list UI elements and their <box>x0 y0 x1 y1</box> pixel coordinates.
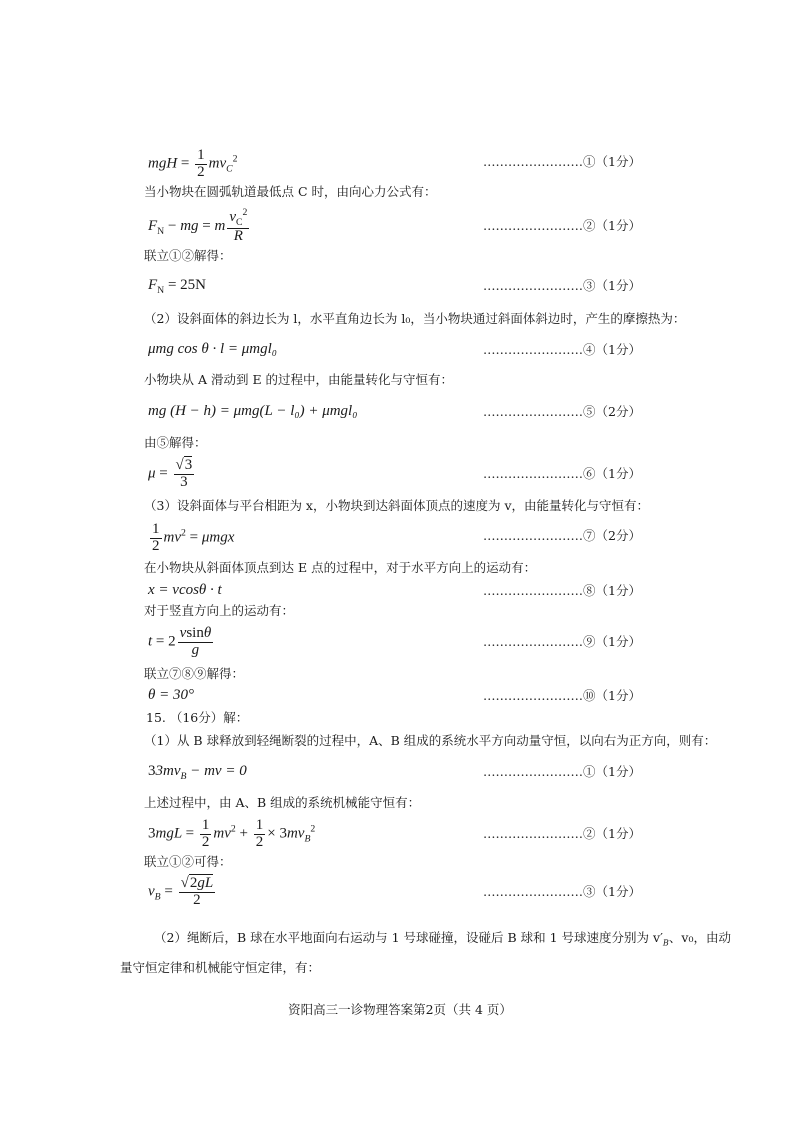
score-8: ……………………⑧（1分） <box>483 583 641 598</box>
score-4: ……………………④（1分） <box>483 342 641 357</box>
question-15-title: 15. （16分）解： <box>146 710 249 725</box>
q15-part2-line-2: 量守恒定律和机械能守恒定律，有： <box>120 960 321 975</box>
score-7: ……………………⑦（2分） <box>483 528 641 543</box>
score-6: ……………………⑥（1分） <box>483 466 641 481</box>
equation-vertical: t = 2 $\frac{vsin\theta}{g}$ <box>148 625 212 658</box>
score-3: ……………………③（1分） <box>483 278 641 293</box>
text-line-2: 当小物块在圆弧轨道最低点 C 时，由向心力公式有： <box>144 184 437 199</box>
score-9: ……………………⑨（1分） <box>483 634 641 649</box>
page-footer: 资阳高三一诊物理答案第2页（共 4 页） <box>288 1002 512 1017</box>
q15-part2-line-1: （2）绳断后，B 球在水平地面向右运动与 1 号球碰撞，设碰后 B 球和 1 号球速度分别为 $v'_B$、v₀，由动 <box>154 930 731 948</box>
equation-mu: μ = $\frac{√3}{3}$ <box>148 457 193 490</box>
q15-text-line-1: （1）从 B 球释放到轻绳断裂的过程中，A、B 组成的系统水平方向动量守恒，以向右为正方向，则有： <box>144 733 717 748</box>
q15-score-2: ……………………②（1分） <box>483 826 641 841</box>
equation-energy-ae: mg (H − h) = μmg(L − l₀) + μmgl₀ <box>148 403 358 419</box>
q15-equation-vb: $v_B$ = $\frac{√2gL}{2}$ <box>148 875 214 908</box>
score-1: ……………………①（1分） <box>483 154 641 169</box>
q15-text-line-2: 上述过程中，由 A、B 组成的系统机械能守恒有： <box>144 795 421 810</box>
text-line-4: （2）设斜面体的斜边长为 l，水平直角边长为 l₀，当小物块通过斜面体斜边时，产生的摩擦热为： <box>144 311 686 326</box>
equation-energy-x: $\frac{1}{2}$ $mv^2 = \mu mgx$ <box>152 521 235 554</box>
equation-theta: θ = 30° <box>148 687 194 703</box>
q15-text-line-3: 联立①②可得： <box>144 854 232 869</box>
equation-centripetal: $F_N$ − mg = m $\frac{v_C^2}{R}$ <box>148 207 248 245</box>
equation-horizontal: x = vcosθ · t <box>148 582 222 598</box>
q15-score-3: ……………………③（1分） <box>483 884 641 899</box>
equation-fn-result: $F_N = 25N$ <box>148 277 207 296</box>
score-2: ……………………②（1分） <box>483 218 641 233</box>
text-line-6: 由⑤解得： <box>144 435 207 450</box>
text-line-5: 小物块从 A 滑动到 E 的过程中，由能量转化与守恒有： <box>144 372 454 387</box>
text-line-3: 联立①②解得： <box>144 248 232 263</box>
equation-friction-heat: μmg cos θ · l = μmgl₀ <box>148 341 278 357</box>
text-line-10: 联立⑦⑧⑨解得： <box>144 666 245 681</box>
score-5: ……………………⑤（2分） <box>483 404 641 419</box>
text-line-9: 对于竖直方向上的运动有： <box>144 603 295 618</box>
q15-equation-energy: 3mgL = $\frac{1}{2}$ $mv^2$ + $\frac{1}{2}$ × $3mv_B^2$ <box>148 817 316 850</box>
score-10: ……………………⑩（1分） <box>483 688 641 703</box>
equation-energy-c: mgH = $\frac{1}{2}$ $mv_C^2$ <box>148 147 238 180</box>
text-line-8: 在小物块从斜面体顶点到达 E 点的过程中，对于水平方向上的运动有： <box>144 560 537 575</box>
text-line-7: （3）设斜面体与平台相距为 x，小物块到达斜面体顶点的速度为 v，由能量转化与守恒有： <box>144 498 650 513</box>
q15-score-1: ……………………①（1分） <box>483 764 641 779</box>
q15-equation-momentum: $33mv_B$ − mv = 0 <box>148 763 247 782</box>
